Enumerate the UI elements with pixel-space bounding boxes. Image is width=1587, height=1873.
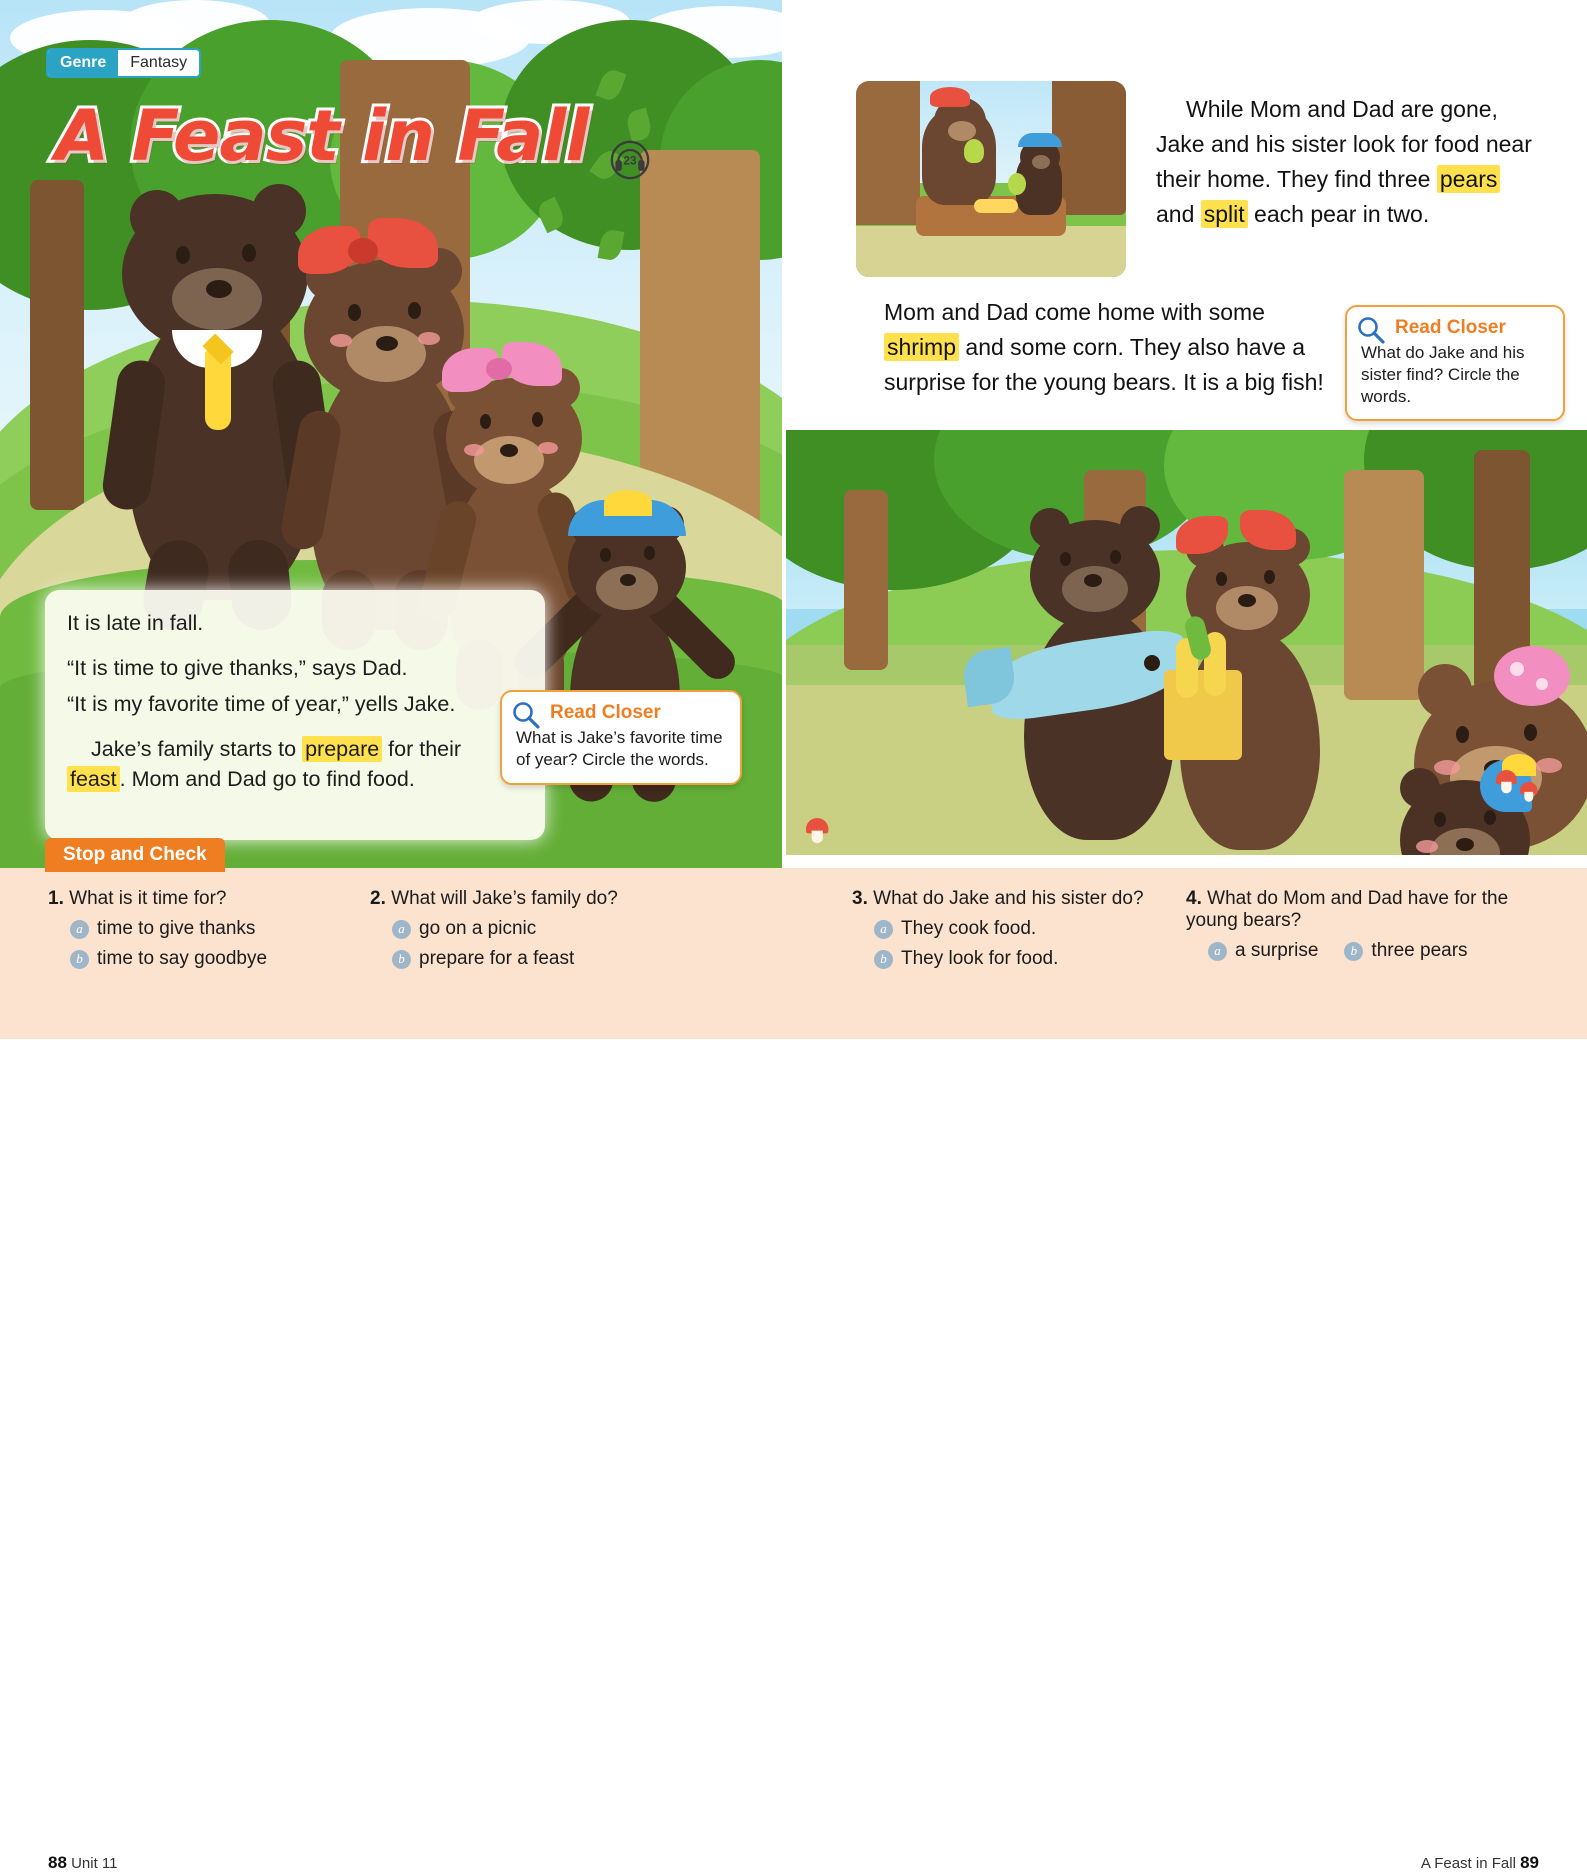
read-closer-right bbox=[1345, 305, 1565, 421]
read-closer-title: Read Closer bbox=[1395, 317, 1506, 338]
question-prompt: What do Mom and Dad have for the young bears? bbox=[1186, 888, 1509, 931]
question-4 bbox=[1186, 888, 1536, 962]
option-text: prepare for a feast bbox=[419, 948, 575, 969]
option-text: time to say goodbye bbox=[97, 948, 268, 969]
tree-trunk bbox=[30, 180, 84, 510]
option-b[interactable] bbox=[392, 948, 670, 970]
read-closer-title: Read Closer bbox=[550, 702, 661, 723]
option-a[interactable] bbox=[874, 918, 1172, 940]
option-a[interactable] bbox=[392, 918, 670, 940]
question-number: 3. bbox=[852, 888, 868, 909]
option-text: They cook food. bbox=[901, 918, 1037, 939]
bear-mom-corn bbox=[1154, 520, 1354, 820]
paragraph-1: While Mom and Dad are gone, Jake and his sister look for food near their home. They find three pears and split each pear in two. bbox=[1156, 96, 1532, 227]
read-closer-left bbox=[500, 690, 742, 785]
option-a[interactable] bbox=[70, 918, 338, 940]
read-closer-body: What do Jake and his sister find? Circle the words. bbox=[1361, 343, 1525, 406]
story-text-box bbox=[45, 590, 545, 840]
question-number: 1. bbox=[48, 888, 64, 909]
highlight-split: split bbox=[1201, 200, 1248, 228]
option-text: a surprise bbox=[1235, 940, 1319, 961]
questions-bar bbox=[0, 868, 1587, 1872]
footer-left bbox=[48, 1853, 118, 1873]
option-letter: b bbox=[70, 950, 89, 969]
illustration-family-returns bbox=[784, 430, 1587, 855]
story-line-1: It is late in fall. bbox=[67, 611, 204, 635]
story-line-2: “It is time to give thanks,” says Dad. bbox=[67, 655, 408, 680]
read-closer-body: What is Jake’s favorite time of year? Circle the words. bbox=[516, 728, 723, 769]
option-a[interactable] bbox=[1208, 940, 1318, 962]
footer-page-number: 89 bbox=[1520, 1853, 1539, 1872]
footer-title: A Feast in Fall bbox=[1420, 1855, 1516, 1872]
option-b[interactable] bbox=[874, 948, 1172, 970]
genre-value: Fantasy bbox=[130, 54, 188, 71]
highlight-shrimp: shrimp bbox=[884, 333, 959, 361]
story-line-3: “It is my favorite time of year,” yells Jake. bbox=[67, 692, 456, 717]
option-letter: a bbox=[1208, 942, 1227, 961]
question-prompt: What will Jake’s family do? bbox=[391, 888, 618, 909]
question-1 bbox=[48, 888, 338, 970]
audio-track-number: 23 bbox=[623, 153, 637, 168]
question-prompt: What do Jake and his sister do? bbox=[873, 888, 1144, 909]
page-title: A Feast in Fall bbox=[55, 95, 589, 177]
magnifier-icon bbox=[512, 701, 540, 729]
footer-page-number: 88 bbox=[48, 1853, 67, 1872]
illustration-pears bbox=[851, 76, 1131, 282]
option-letter: b bbox=[874, 950, 893, 969]
question-3 bbox=[852, 888, 1172, 970]
option-letter: b bbox=[392, 950, 411, 969]
genre-label: Genre bbox=[48, 50, 118, 76]
option-letter: a bbox=[70, 920, 89, 939]
option-b[interactable] bbox=[70, 948, 338, 970]
option-text: three pears bbox=[1371, 940, 1468, 961]
paragraph-2: Mom and Dad come home with some shrimp and some corn. They also have a surprise for the young bears. It is a big fish! bbox=[884, 299, 1324, 395]
footer-unit: Unit 11 bbox=[71, 1855, 118, 1872]
genre-badge bbox=[46, 48, 201, 78]
option-text: go on a picnic bbox=[419, 918, 537, 939]
option-letter: a bbox=[874, 920, 893, 939]
highlight-pears: pears bbox=[1437, 165, 1501, 193]
option-letter: b bbox=[1344, 942, 1363, 961]
question-2 bbox=[370, 888, 670, 970]
question-number: 2. bbox=[370, 888, 386, 909]
bear-jake-front bbox=[1384, 760, 1554, 855]
headphones-icon bbox=[608, 140, 652, 180]
footer-right bbox=[1421, 1853, 1539, 1873]
magnifier-icon bbox=[1357, 316, 1385, 344]
question-number: 4. bbox=[1186, 888, 1202, 909]
question-prompt: What is it time for? bbox=[69, 888, 227, 909]
option-b[interactable] bbox=[1344, 940, 1467, 962]
highlight-prepare: prepare bbox=[302, 736, 382, 762]
story-line-4: Jake’s family starts to prepare for their feast . Mom and Dad go to find food. bbox=[67, 734, 523, 795]
stop-and-check-label: Stop and Check bbox=[45, 838, 225, 872]
option-letter: a bbox=[392, 920, 411, 939]
option-text: time to give thanks bbox=[97, 918, 256, 939]
highlight-feast: feast bbox=[67, 766, 120, 792]
page-gutter bbox=[782, 0, 786, 868]
option-text: They look for food. bbox=[901, 948, 1059, 969]
